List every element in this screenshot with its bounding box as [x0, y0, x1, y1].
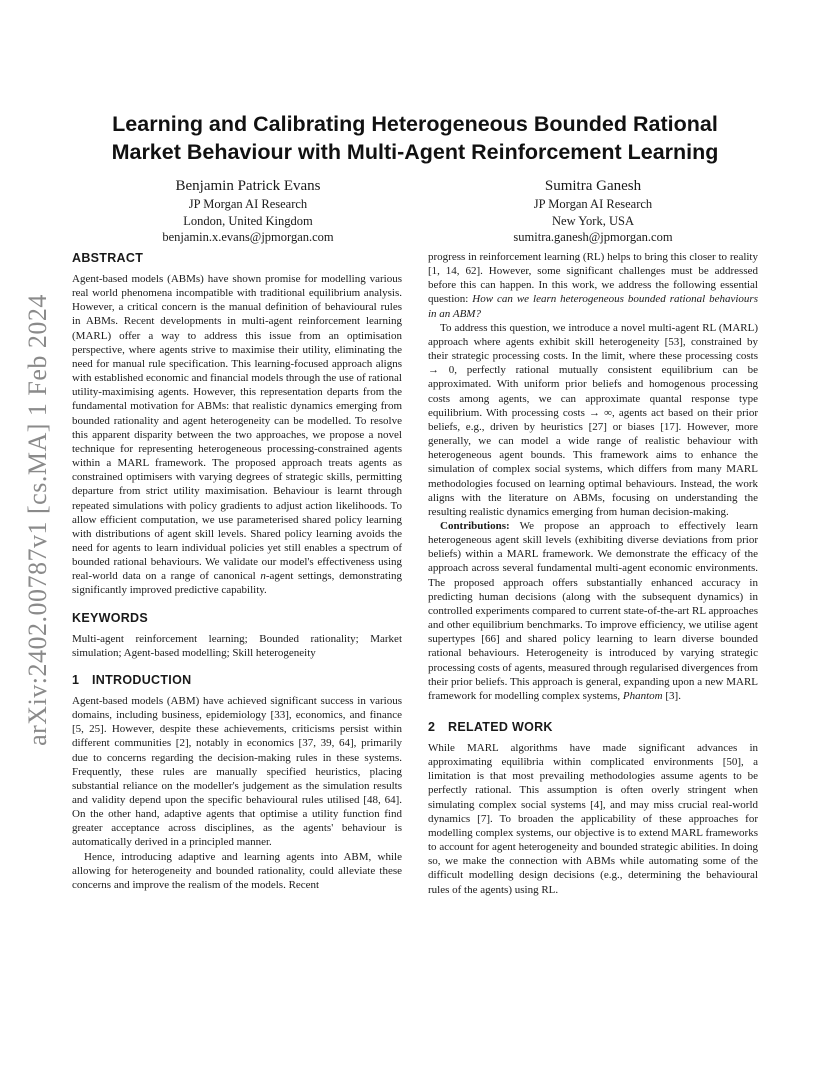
- title-line-2: Market Behaviour with Multi-Agent Reinforcement Learning: [111, 140, 719, 164]
- abstract-heading: ABSTRACT: [72, 251, 144, 265]
- keywords-text: Multi-agent reinforcement learning; Bounded rationality; Market simulation; Agent-based modelling; Skill heterogeneity: [72, 632, 402, 659]
- author-affiliation: JP Morgan AI Research: [188, 197, 308, 211]
- author-block-1: [108, 177, 388, 246]
- author-email[interactable]: sumitra.ganesh@jpmorgan.com: [513, 230, 673, 244]
- arxiv-identifier: [18, 285, 58, 755]
- intro-paragraph-1: Agent-based models (ABM) have achieved significant success in various domains, including business, epidemiology [33], economics, and finance [5, 25]. However, despite these achievements, criticisms persist within different communities [2], notably in economics [37, 39, 64], primarily due to concerns regarding the decision-making rules in these systems. Frequently, these rules are manually specified heuristics, placing substantial reliance on the modeller's judgement as the simulation results and validity depend upon the specific behavioural rules utilised [48, 64]. On the other hand, adaptive agents that optimise a utility function find greater acceptance across disciplines, as the agents' behaviour is automatically derived in a principled manner.: [72, 694, 402, 849]
- paper-title: [70, 110, 760, 166]
- contributions-paragraph: Contributions: We propose an approach to effectively learn heterogeneous agent skill levels (exhibiting diverse deviations from prior beliefs) within a MARL framework. We demonstrate the efficacy of the approach across several fundamental multi-agent economic environments. The proposed approach offers substantially enhanced accuracy in predicting human decisions (along with the subsequent dynamics) in controlled experiments compared to current state-of-the-art RL approaches and other equilibrium benchmarks. To improve efficiency, we utilise agent supertypes [66] and shared policy learning to learn diverse bounded rational behaviours. Heterogeneity is introduced by varying strategic processing costs of agents, measured through regularised divergences from their prior beliefs. This approach is general, expanding upon a new MARL framework for modelling complex systems, Phantom [3].: [428, 519, 759, 702]
- intro-paragraph-3: progress in reinforcement learning (RL) helps to bring this closer to reality [1, 14, 62]. However, some significant challenges must be addressed before this can happen. In this work, we address the following essential question: How can we learn heterogeneous bounded rational behaviours in an ABM?: [428, 251, 758, 320]
- intro-paragraph-2: Hence, introducing adaptive and learning agents into ABM, while allowing for heterogeneity and bounded rationality, could alleviate these concerns and improve the realism of the models. Recent: [72, 850, 402, 891]
- related-work-paragraph: While MARL algorithms have made significant advances in approximating equilibria within complicated environments [50], a limitation is that most prevailing methodologies assume agents to be perfectly rational. This assumption is often overly stringent when simulating complex social systems [4], and may miss crucial real-world dynamics [7]. To broaden the applicability of these approaches for modelling complex systems, our objective is to extend MARL frameworks to account for agent heterogeneity and bounded strategic abilities. In doing so, we make the connection with ABMs while automating some of the difficult modelling design decisions (e.g., determining the behavioural rules of the agents) using RL.: [428, 742, 758, 896]
- intro-paragraph-4: To address this question, we introduce a novel multi-agent RL (MARL) approach where agents exhibit skill heterogeneity [53], constrained by their strategic processing costs. In the limit, where these processing costs → 0, perfectly rational mutually consistent equilibrium can be approximated. With uniform prior beliefs and homogenous processing costs among agents, we can approximate quantal response type equilibrium. With processing costs → ∞, agents act based on their prior beliefs, e.g., driven by heuristics [27] or biases [17]. However, more generally, we can model a wide range of realistic behaviour with heterogeneous agent bounds. This framework aims to enhance the simulation of complex social systems, which differs from many MARL methodologies focused on learning optimal behaviours. Instead, the work aligns with the literature on ABMs, focusing on understanding the resulting realistic dynamics emerging from human decision-making.: [428, 321, 758, 518]
- title-line-1: Learning and Calibrating Heterogeneous Bounded Rational: [112, 112, 718, 136]
- left-column: [72, 250, 402, 892]
- keywords-heading: KEYWORDS: [72, 610, 149, 625]
- arxiv-id-text: arXiv:2402.00787v1 [cs.MA] 1 Feb 2024: [23, 294, 53, 746]
- author-name: Sumitra Ganesh: [544, 178, 642, 194]
- author-email[interactable]: benjamin.x.evans@jpmorgan.com: [162, 230, 334, 244]
- author-affiliation: JP Morgan AI Research: [533, 197, 653, 211]
- intro-heading: 1 INTRODUCTION: [72, 672, 192, 687]
- abstract-text: Agent-based models (ABMs) have shown promise for modelling various real world phenomena incompatible with traditional equilibrium analysis. However, a critical concern is the manual definition of behavioural rules in ABMs. Recent developments in multi-agent reinforcement learning (MARL) offer a way to address this issue from an optimisation perspective, where agents strive to maximise their utility, eliminating the need for manual rule specification. This learning-focused approach aligns with established economic and financial models through the use of rational utility-maximising agents. However, this representation departs from the fundamental motivation for ABMs: that realistic dynamics emerging from bounded rationality and agent heterogeneity can be modelled. To resolve this apparent disparity between the two approaches, we propose a novel technique for representing heterogeneous processing-constrained agents within a MARL framework. The proposed approach treats agents as constrained optimisers with varying degrees of strategic skills, permitting departure from strict utility maximisation. Behaviour is learnt through repeated simulations with policy gradients to adjust action likelihoods. To allow efficient computation, we use parameterised shared policy learning with distributions of agent skill levels. Shared policy learning avoids the need for agents to learn individual policies yet still enables a spectrum of bounded rational behaviours. We validate our model's effectiveness using real-world data on a range of canonical n-agent settings, demonstrating significantly improved predictive capability.: [72, 273, 402, 597]
- author-name: Benjamin Patrick Evans: [175, 178, 321, 194]
- right-column: [428, 250, 758, 897]
- author-block-2: [453, 177, 733, 246]
- author-location: New York, USA: [552, 213, 634, 228]
- related-work-heading: 2 RELATED WORK: [428, 720, 553, 734]
- author-location: London, United Kingdom: [183, 213, 313, 228]
